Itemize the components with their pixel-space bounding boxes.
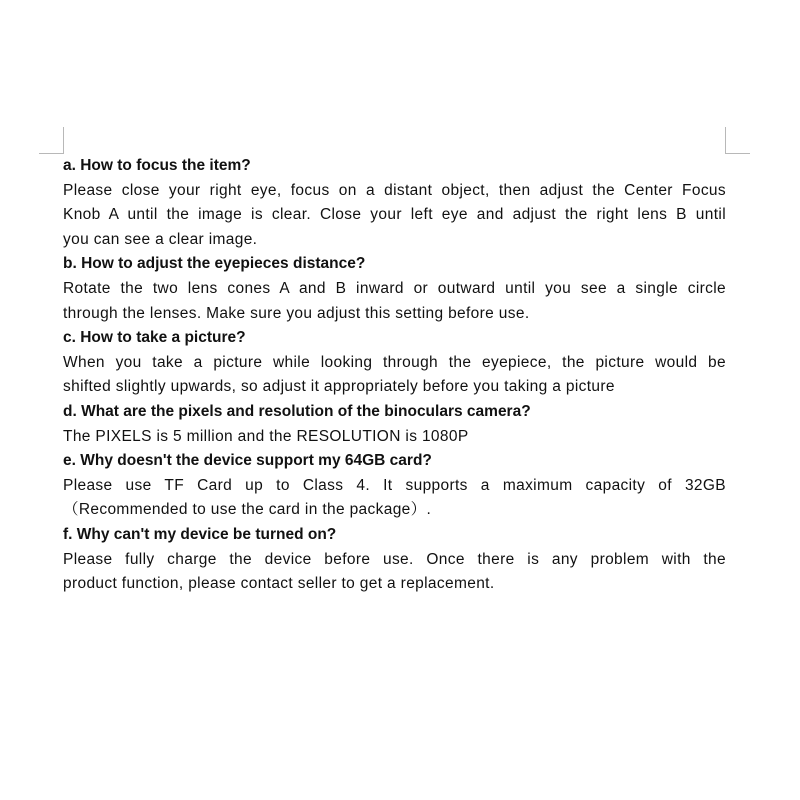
faq-item-power-on bbox=[63, 523, 726, 597]
faq-item-pixels-resolution bbox=[63, 400, 726, 449]
faq-document bbox=[63, 154, 726, 597]
faq-question: f. Why can't my device be turned on? bbox=[63, 525, 337, 543]
faq-question: e. Why doesn't the device support my 64GB card? bbox=[63, 452, 432, 470]
faq-answer bbox=[63, 425, 726, 450]
answer-line: The PIXELS is 5 million and the RESOLUTION is 1080P bbox=[63, 427, 469, 445]
answer-line: product function, please contact seller to get a replacement. bbox=[63, 575, 495, 593]
answer-line: （Recommended to use the card in the package）. bbox=[63, 501, 432, 519]
answer-line: you can see a clear image. bbox=[63, 230, 258, 248]
answer-line: through the lenses. Make sure you adjust this setting before use. bbox=[63, 304, 530, 322]
answer-line: Please fully charge the device before use. Once there is any problem with the bbox=[63, 550, 726, 568]
faq-item-eyepiece-distance bbox=[63, 252, 726, 326]
answer-line: Rotate the two lens cones A and B inward or outward until you see a single circle bbox=[63, 279, 726, 297]
faq-question: b. How to adjust the eyepieces distance? bbox=[63, 255, 366, 273]
faq-question: a. How to focus the item? bbox=[63, 157, 251, 174]
page-margin-corner-top-right bbox=[725, 127, 750, 154]
page-margin-corner-top-left bbox=[39, 127, 64, 154]
answer-line: Knob A until the image is clear. Close your left eye and adjust the right lens B until bbox=[63, 206, 726, 224]
answer-line: Please use TF Card up to Class 4. It supports a maximum capacity of 32GB bbox=[63, 476, 726, 494]
faq-answer bbox=[63, 179, 726, 253]
faq-answer bbox=[63, 351, 726, 400]
answer-line: shifted slightly upwards, so adjust it appropriately before you taking a picture bbox=[63, 378, 615, 396]
answer-line: When you take a picture while looking through the eyepiece, the picture would be bbox=[63, 353, 726, 371]
faq-answer bbox=[63, 277, 726, 326]
faq-item-focus bbox=[63, 154, 726, 252]
faq-question: d. What are the pixels and resolution of the binoculars camera? bbox=[63, 402, 531, 420]
answer-line: Please close your right eye, focus on a distant object, then adjust the Center Focus bbox=[63, 181, 726, 199]
faq-item-card-support bbox=[63, 449, 726, 523]
faq-answer bbox=[63, 548, 726, 597]
faq-question: c. How to take a picture? bbox=[63, 329, 246, 347]
faq-item-take-picture bbox=[63, 326, 726, 400]
faq-answer bbox=[63, 474, 726, 523]
